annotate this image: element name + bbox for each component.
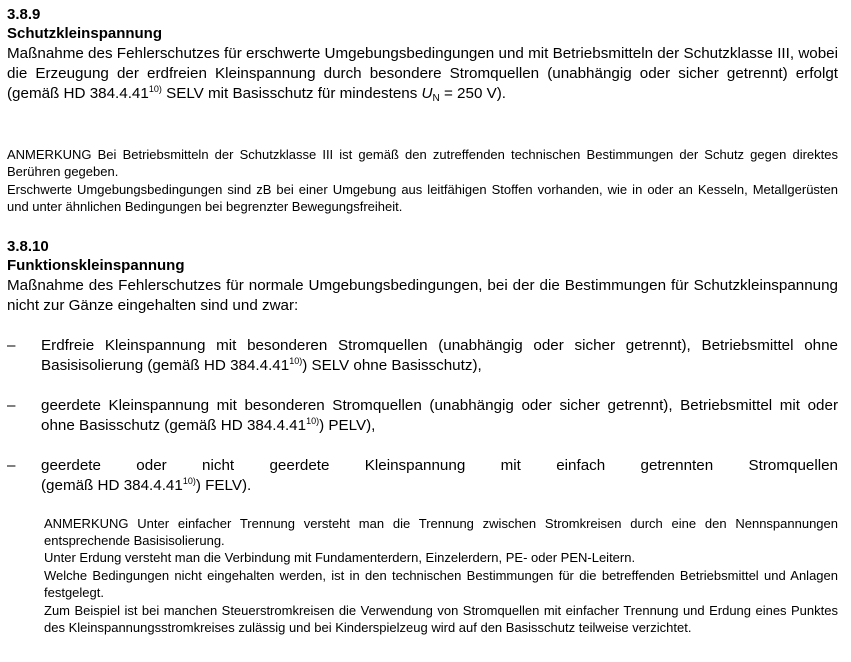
voltage-subscript: N	[432, 93, 440, 104]
voltage-symbol: U	[421, 85, 433, 102]
note-3-8-10-d: Zum Beispiel ist bei manchen Steuerstromkreisen die Verwendung von Stromquellen mit einfacher Trennung und Erdung eines Punktes des Kleinspannungsstromkreises zulässig und bei Kinderspielzeug wird auf den Basisschutz teilweise verzichtet.	[44, 603, 838, 635]
list-item: geerdete oder nicht geerdete Kleinspannung mit einfach getrennten Stromquellen (gemäß HD 384.4.41$^{10)}$) FELV).	[41, 457, 838, 494]
list-dash: –	[7, 457, 16, 474]
section-number-3-8-10: 3.8.10	[7, 238, 49, 255]
note-3-8-9-b: Erschwerte Umgebungsbedingungen sind zB bei einer Umgebung aus leitfähigen Stoffen vorhanden, wie in oder an Kesseln, Metallgerüsten und unter ähnlichen Bedingungen bei begrenzter Bewegungsfreiheit.	[7, 182, 838, 214]
footnote-ref: 10)	[306, 416, 320, 426]
section-title-funktionskleinspannung: Funktionskleinspannung	[7, 257, 185, 274]
section-3-8-9-definition	[7, 44, 838, 104]
note-3-8-10-a: ANMERKUNG Unter einfacher Trennung versteht man die Trennung zwischen Stromkreisen durch eine den Nennspannungen entsprechende Basisisolierung.	[44, 516, 838, 548]
footnote-ref: 10)	[289, 356, 303, 366]
definition-text-b: SELV mit Basisschutz für mindestens	[161, 85, 422, 102]
footnote-ref: 10)	[182, 476, 196, 486]
note-3-8-10-c: Welche Bedingungen nicht eingehalten werden, ist in den technischen Bestimmungen für die betreffenden Betriebsmittel und Anlagen festgelegt.	[44, 568, 838, 600]
definition-text-c: = 250 V).	[439, 85, 507, 102]
definition-text-a: Maßnahme des Fehlerschutzes für erschwerte Umgebungsbedingungen und mit Betriebsmitteln der Schutzklasse III, wobei die Erzeugung der erdfreien Kleinspannung durch besondere Stromquellen (unabhängig oder sicher getrennt) erfolgt (gemäß HD 384.4.41	[7, 45, 838, 102]
section-number-3-8-9: 3.8.9	[7, 6, 41, 23]
section-3-8-10-intro: Maßnahme des Fehlerschutzes für normale Umgebungsbedingungen, bei der die Bestimmungen für Schutzkleinspannung nicht zur Gänze eingehalten sind und zwar:	[7, 277, 838, 314]
note-3-8-9-a: ANMERKUNG Bei Betriebsmitteln der Schutzklasse III ist gemäß den zutreffenden technischen Bestimmungen der Schutz gegen direktes Berühren gegeben.	[7, 147, 838, 179]
list-dash: –	[7, 337, 16, 354]
list-item: geerdete Kleinspannung mit besonderen Stromquellen (unabhängig oder sicher getrennt), Betriebsmittel mit oder ohne Basisschutz (gemäß HD 384.4.41$^{10)}$) PELV),	[41, 397, 838, 434]
list-dash: –	[7, 397, 16, 414]
note-3-8-10-b: Unter Erdung versteht man die Verbindung mit Fundamenterdern, Einzelerdern, PE- oder PEN-Leitern.	[44, 550, 636, 565]
list-item: Erdfreie Kleinspannung mit besonderen Stromquellen (unabhängig oder sicher getrennt), Betriebsmittel ohne Basisisolierung (gemäß HD 384.4.41$^{10)}$) SELV ohne Basisschutz),	[41, 337, 838, 374]
section-title-schutzkleinspannung: Schutzkleinspannung	[7, 25, 163, 42]
footnote-ref: 10)	[148, 84, 162, 94]
